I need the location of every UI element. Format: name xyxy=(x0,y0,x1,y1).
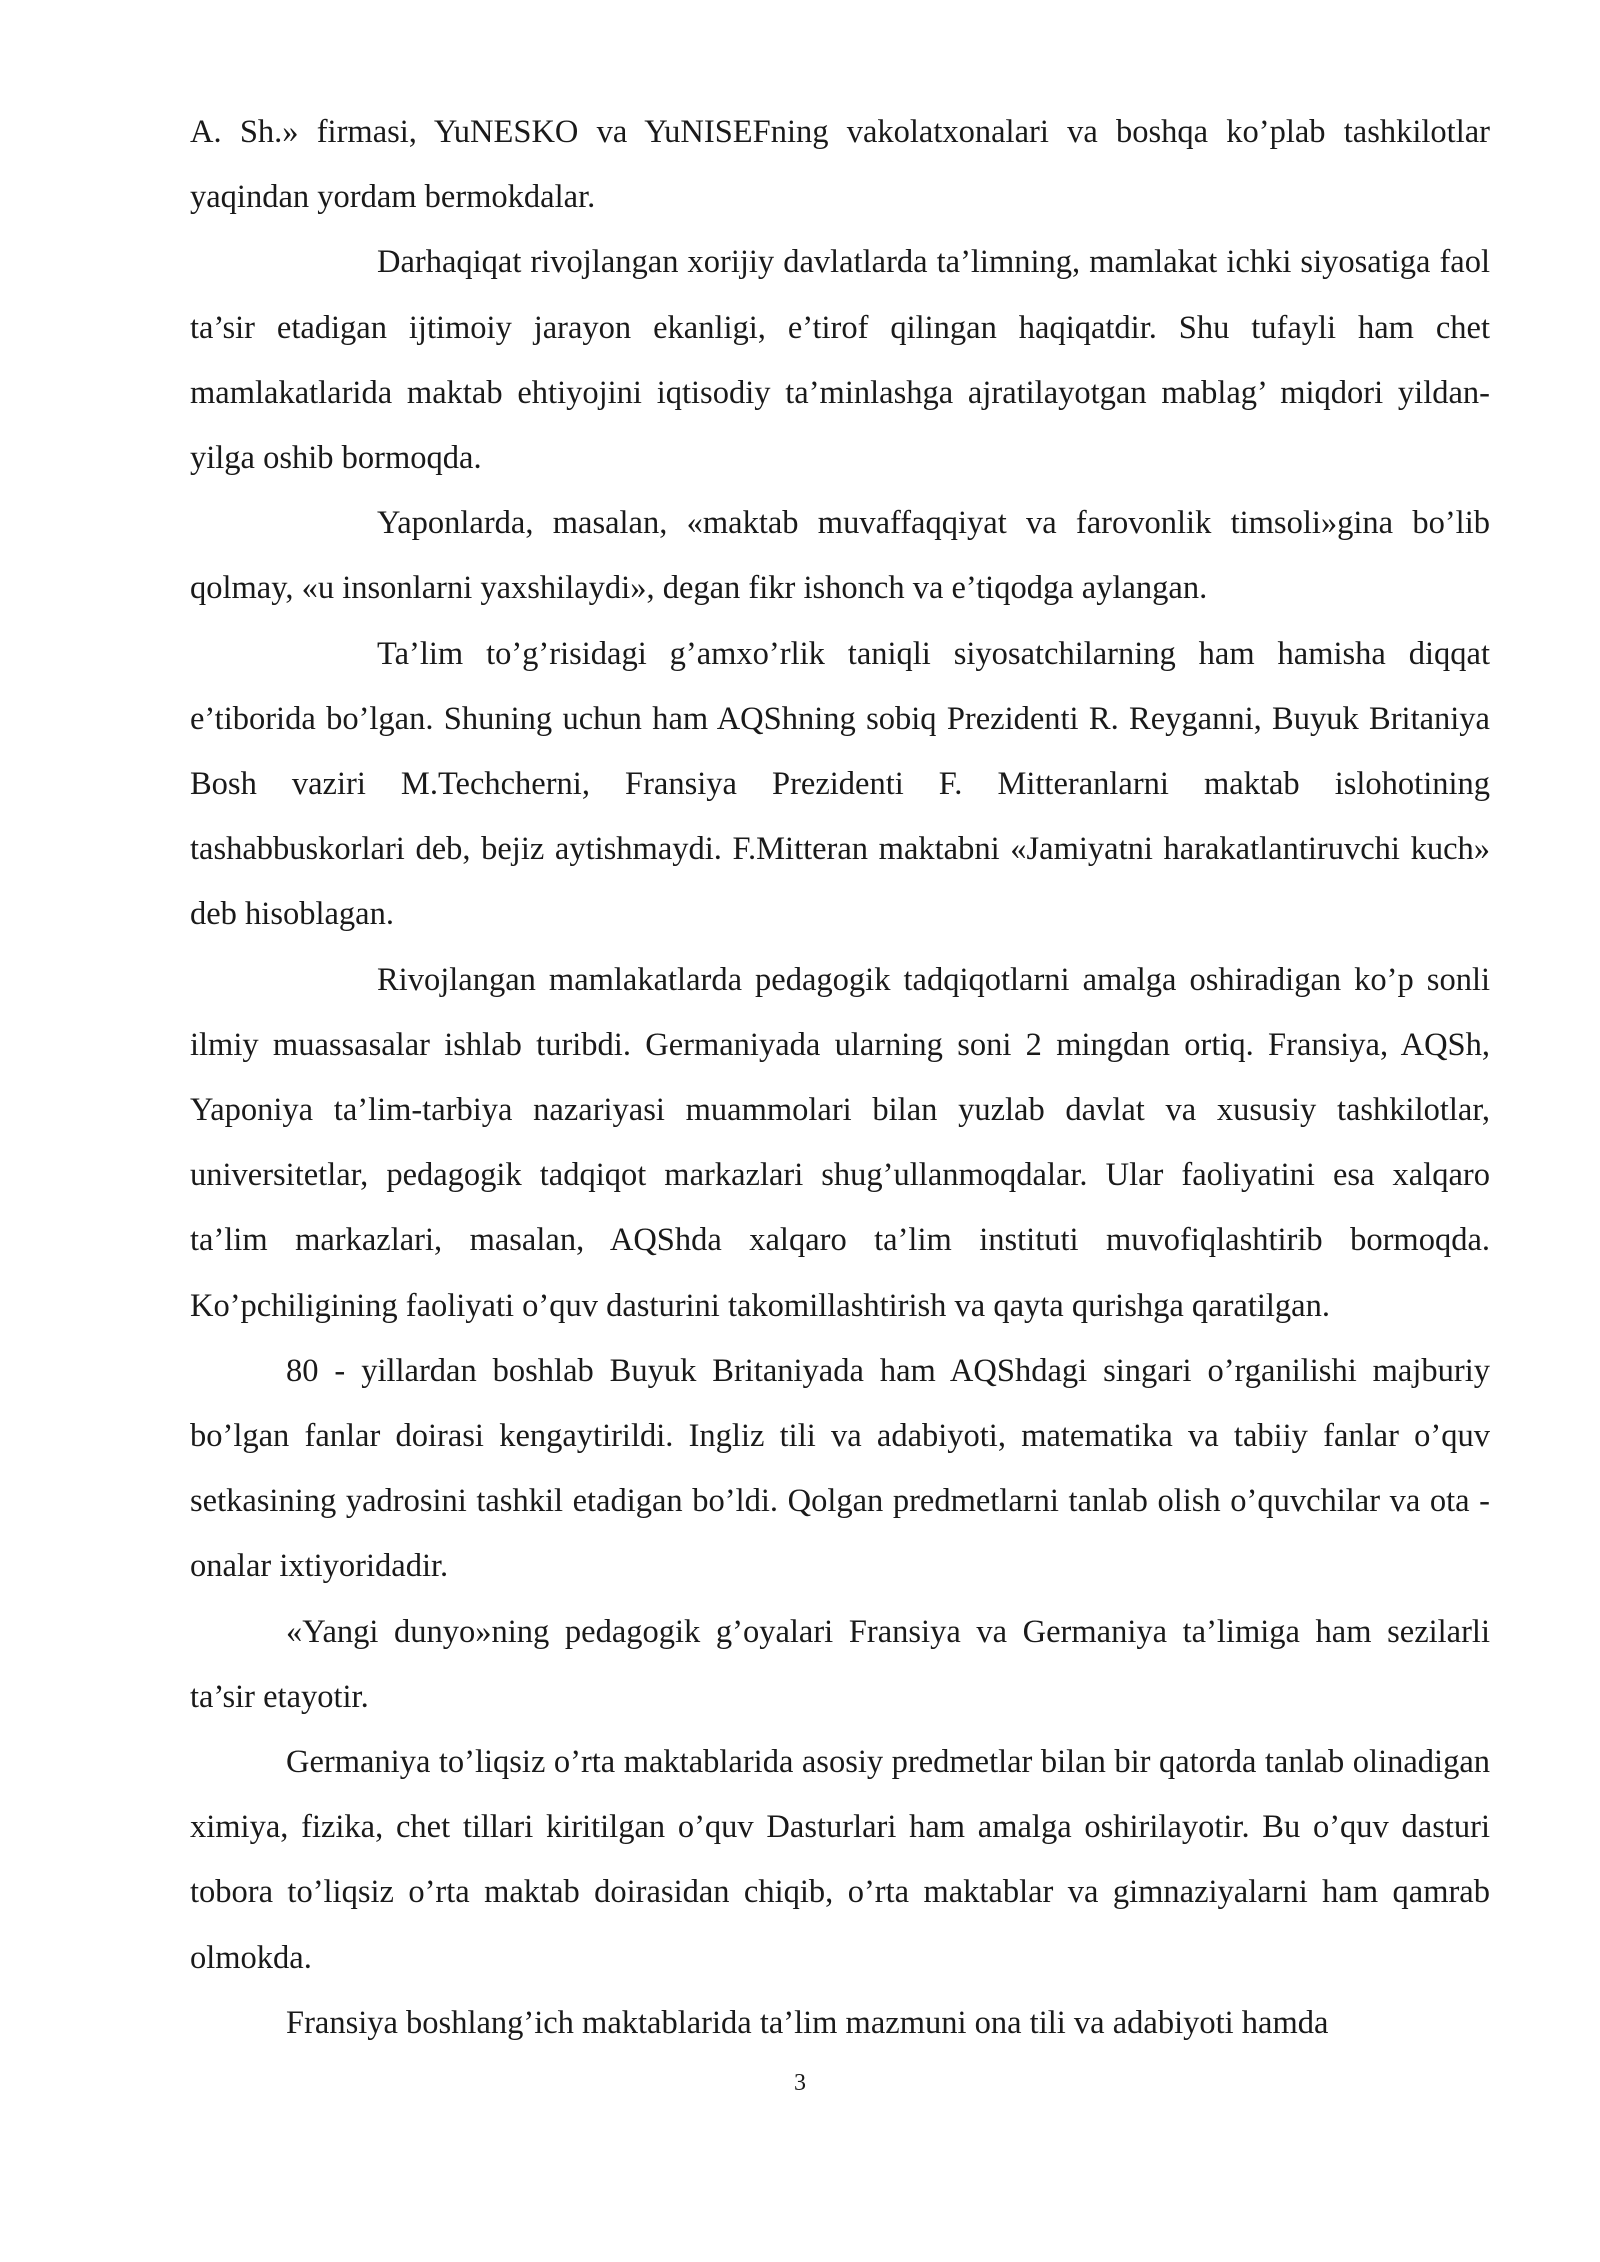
paragraph-talim-togrisidagi: Ta’lim to’g’risidagi g’amxo’rlik taniqli siyosatchilarning ham hamisha diqqat e’tiborida bo’lgan. Shuning uchun ham AQShning sobiq Prezidenti R. Reyganni, Buyuk Britaniya Bosh vaziri M.Techcherni, Fransiya Prezidenti F. Mitteranlarni maktab islohotining tashabbuskorlari deb, bejiz aytishmaydi. F.Mitteran maktabni «Jamiyatni harakatlantiruvchi kuch» deb hisoblagan. xyxy=(190,635,1490,933)
page-number: 3 xyxy=(794,2070,806,2096)
paragraph-yangi-dunyo: «Yangi dunyo»ning pedagogik g’oyalari Fransiya va Germaniya ta’limiga ham sezilarli ta’sir etayotir. xyxy=(190,1613,1490,1715)
paragraph-yaponlarda: Yaponlarda, masalan, «maktab muvaffaqqiyat va farovonlik timsoli»gina bo’lib qolmay, «u insonlarni yaxshilaydi», degan fikr ishonch va e’tiqodga aylangan. xyxy=(190,505,1490,607)
paragraph-continuation: A. Sh.» firmasi, YuNESKO va YuNISEFning vakolatxonalari va boshqa ko’plab tashkilotlar yaqindan yordam bermokdalar. xyxy=(190,114,1490,216)
paragraph-darhaqiqat: Darhaqiqat rivojlangan xorijiy davlatlarda ta’limning, mamlakat ichki siyosatiga faol ta’sir etadigan ijtimoiy jarayon ekanligi, e’tirof qilingan haqiqatdir. Shu tufayli ham chet mamlakatlarida maktab ehtiyojini iqtisodiy ta’minlashga ajratilayotgan mablag’ miqdori yildan-yilga oshib bormoqda. xyxy=(190,244,1490,477)
paragraph-rivojlangan: Rivojlangan mamlakatlarda pedagogik tadqiqotlarni amalga oshiradigan ko’p sonli ilmiy muassasalar ishlab turibdi. Germaniyada ularning soni 2 mingdan ortiq. Fransiya, AQSh, Yaponiya ta’lim-tarbiya nazariyasi muammolari bilan yuzlab davlat va xususiy tashkilotlar, universitetlar, pedagogik tadqiqot markazlari shug’ullanmoqdalar. Ular faoliyatini esa xalqaro ta’lim markazlari, masalan, AQShda xalqaro ta’lim instituti muvofiqlashtirib bormoqda. Ko’pchiligining faoliyati o’quv dasturini takomillashtirish va qayta qurishga qaratilgan. xyxy=(190,961,1490,1324)
paragraph-germaniya: Germaniya to’liqsiz o’rta maktablarida asosiy predmetlar bilan bir qatorda tanlab olinadigan ximiya, fizika, chet tillari kiritilgan o’quv Dasturlari ham amalga oshirilayotir. Bu o’quv dasturi tobora to’liqsiz o’rta maktab doirasidan chiqib, o’rta maktablar va gimnaziyalarni ham qamrab olmokda. xyxy=(190,1744,1490,1976)
paragraph-80-yillardan: 80 - yillardan boshlab Buyuk Britaniyada ham AQShdagi singari o’rganilishi majburiy bo’lgan fanlar doirasi kengaytirildi. Ingliz tili va adabiyoti, matematika va tabiiy fanlar o’quv setkasining yadrosini tashkil etadigan bo’ldi. Qolgan predmetlarni tanlab olish o’quvchilar va ota - onalar ixtiyoridadir. xyxy=(190,1352,1490,1585)
paragraph-fransiya: Fransiya boshlang’ich maktablarida ta’lim mazmuni ona tili va adabiyoti hamda xyxy=(286,2004,1329,2041)
document-page xyxy=(190,100,1490,2056)
